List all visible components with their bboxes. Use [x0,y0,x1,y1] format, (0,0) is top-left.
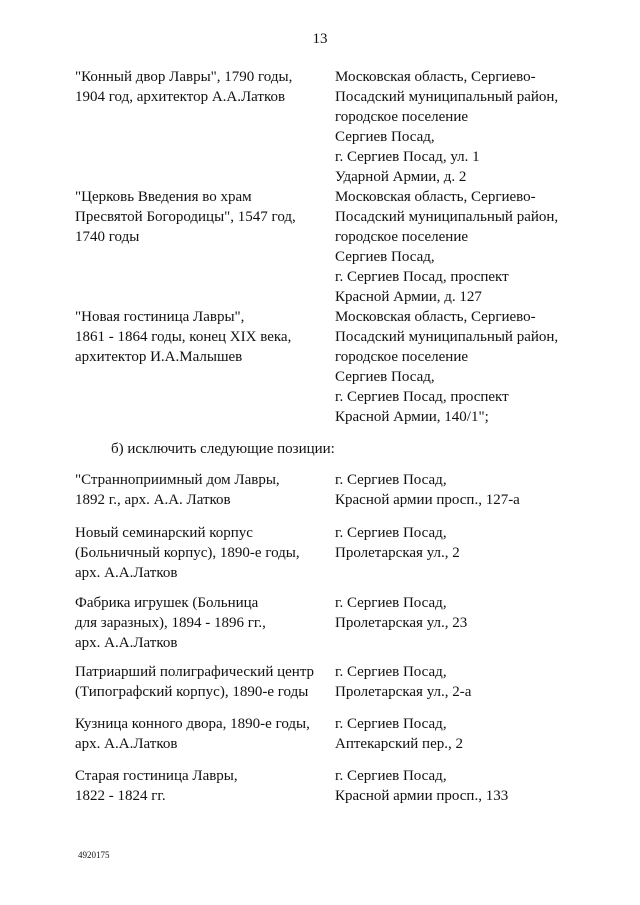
text-line: Старая гостиница Лавры, [75,768,238,784]
text-line: Пролетарская ул., 23 [335,615,468,631]
object-address [335,714,595,754]
document-id: 4920175 [78,850,110,860]
text-line: "Конный двор Лавры", 1790 годы, [75,69,293,85]
object-address [335,523,595,563]
text-line: Московская область, Сергиево- [335,69,536,85]
text-line: городское поселение [335,349,469,365]
text-line: Посадский муниципальный район, [335,329,559,345]
text-line: "Новая гостиница Лавры", [75,309,245,325]
text-line: Ударной Армии, д. 2 [335,169,467,185]
text-line: г. Сергиев Посад, [335,595,447,611]
object-address [335,187,595,307]
text-line: Красной Армии, 140/1"; [335,409,489,425]
text-line: 1861 - 1864 годы, конец XIX века, [75,329,292,345]
object-description [75,714,330,754]
object-address [335,470,595,510]
text-line: городское поселение [335,229,469,245]
text-line: арх. А.А.Латков [75,565,178,581]
text-line: г. Сергиев Посад, проспект [335,389,509,405]
text-line: Новый семинарский корпус [75,525,253,541]
text-line: Пролетарская ул., 2-а [335,684,472,700]
object-description [75,523,330,583]
object-address [335,593,595,633]
text-line: Посадский муниципальный район, [335,89,559,105]
text-line: г. Сергиев Посад, [335,472,447,488]
text-line: 1740 годы [75,229,140,245]
text-line: Пресвятой Богородицы", 1547 год, [75,209,296,225]
object-description [75,766,330,806]
object-address [335,307,595,427]
text-line: Красной армии просп., 133 [335,788,509,804]
object-description [75,662,330,702]
text-line: Сергиев Посад, [335,369,435,385]
text-line: Кузница конного двора, 1890-е годы, [75,716,310,732]
text-line: "Странноприимный дом Лавры, [75,472,280,488]
text-line: 1904 год, архитектор А.А.Латков [75,89,286,105]
object-address [335,67,595,187]
text-line: Московская область, Сергиево- [335,309,536,325]
text-line: "Церковь Введения во храм [75,189,252,205]
object-description [75,307,330,367]
page-number: 13 [312,31,328,47]
text-line: Московская область, Сергиево- [335,189,536,205]
text-line: для заразных), 1894 - 1896 гг., [75,615,266,631]
text-line: арх. А.А.Латков [75,635,178,651]
object-description [75,187,330,247]
text-line: городское поселение [335,109,469,125]
object-description [75,470,330,510]
text-line: (Больничный корпус), 1890-е годы, [75,545,300,561]
text-line: Посадский муниципальный район, [335,209,559,225]
text-line: 1892 г., арх. А.А. Латков [75,492,231,508]
text-line: Пролетарская ул., 2 [335,545,460,561]
text-line: Сергиев Посад, [335,129,435,145]
text-line: г. Сергиев Посад, [335,525,447,541]
text-line: 1822 - 1824 гг. [75,788,166,804]
text-line: г. Сергиев Посад, [335,716,447,732]
section-b-heading: б) исключить следующие позиции: [111,441,335,457]
text-line: Патриарший полиграфический центр [75,664,315,680]
text-line: г. Сергиев Посад, ул. 1 [335,149,480,165]
text-line: г. Сергиев Посад, [335,768,447,784]
text-line: (Типографский корпус), 1890-е годы [75,684,309,700]
text-line: архитектор И.А.Малышев [75,349,243,365]
object-description [75,67,330,107]
object-description [75,593,330,653]
text-line: г. Сергиев Посад, [335,664,447,680]
object-address [335,662,595,702]
text-line: Красной армии просп., 127-а [335,492,520,508]
text-line: арх. А.А.Латков [75,736,178,752]
text-line: г. Сергиев Посад, проспект [335,269,509,285]
text-line: Красной Армии, д. 127 [335,289,482,305]
text-line: Сергиев Посад, [335,249,435,265]
text-line: Аптекарский пер., 2 [335,736,463,752]
object-address [335,766,595,806]
text-line: Фабрика игрушек (Больница [75,595,259,611]
